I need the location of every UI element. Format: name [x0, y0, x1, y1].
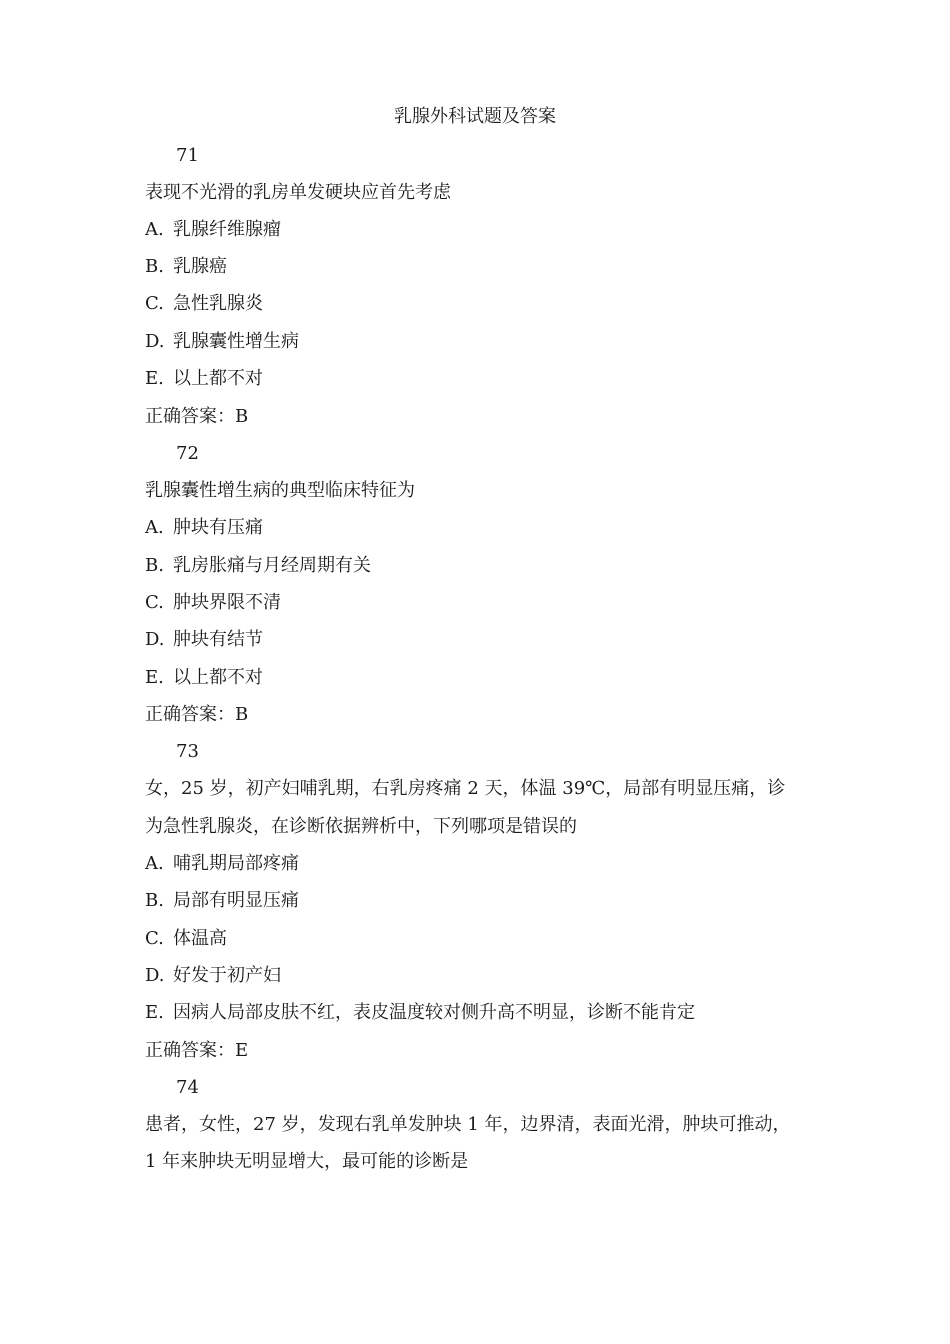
answer: 正确答案：B: [145, 406, 249, 427]
question-stem: 表现不光滑的乳房单发硬块应首先考虑: [145, 182, 451, 203]
question-stem: 女，25 岁，初产妇哺乳期，右乳房疼痛 2 天，体温 39℃，局部有明显压痛，诊: [145, 778, 786, 799]
option-letter: B.: [145, 256, 164, 277]
option-letter: E.: [145, 667, 164, 688]
option-d: [145, 627, 825, 653]
question-number: 71: [176, 145, 199, 166]
option-text: 乳腺纤维腺瘤: [173, 219, 281, 240]
option-text: 肿块有压痛: [173, 517, 263, 538]
option-letter: D.: [145, 965, 165, 986]
question-stem: 患者，女性，27 岁，发现右乳单发肿块 1 年，边界清，表面光滑，肿块可推动，: [145, 1114, 791, 1135]
option-text: 哺乳期局部疼痛: [173, 853, 299, 874]
option-letter: C.: [145, 928, 164, 949]
option-d: [145, 329, 825, 355]
option-c: [145, 590, 825, 616]
option-e: [145, 366, 825, 392]
option-text: 乳房胀痛与月经周期有关: [173, 555, 371, 576]
option-text: 急性乳腺炎: [173, 293, 263, 314]
question-stem: 乳腺囊性增生病的典型临床特征为: [145, 480, 415, 501]
question-number: 73: [176, 741, 199, 762]
option-letter: E.: [145, 1002, 164, 1023]
answer: 正确答案：B: [145, 704, 249, 725]
question-number: 72: [176, 443, 199, 464]
document-title: 乳腺外科试题及答案: [394, 106, 556, 127]
option-text: 因病人局部皮肤不红，表皮温度较对侧升高不明显，诊断不能肯定: [173, 1002, 695, 1023]
option-letter: A.: [145, 853, 164, 874]
option-text: 肿块界限不清: [173, 592, 281, 613]
option-text: 肿块有结节: [173, 629, 263, 650]
option-letter: A.: [145, 517, 164, 538]
option-letter: A.: [145, 219, 164, 240]
option-text: 以上都不对: [173, 667, 263, 688]
option-letter: D.: [145, 629, 165, 650]
question-stem: 为急性乳腺炎，在诊断依据辨析中，下列哪项是错误的: [145, 816, 577, 837]
option-a: [145, 217, 825, 243]
option-a: [145, 515, 825, 541]
option-text: 局部有明显压痛: [173, 890, 299, 911]
option-c: [145, 926, 825, 952]
option-text: 以上都不对: [173, 368, 263, 389]
option-b: [145, 553, 825, 579]
option-letter: B.: [145, 555, 164, 576]
option-d: [145, 963, 825, 989]
question-stem: 1 年来肿块无明显增大，最可能的诊断是: [145, 1151, 469, 1172]
option-text: 乳腺癌: [173, 256, 227, 277]
option-letter: B.: [145, 890, 164, 911]
option-text: 体温高: [173, 928, 227, 949]
option-letter: E.: [145, 368, 164, 389]
option-letter: C.: [145, 293, 164, 314]
answer: 正确答案：E: [145, 1040, 249, 1061]
option-b: [145, 254, 825, 280]
option-text: 好发于初产妇: [173, 965, 281, 986]
option-e: [145, 665, 825, 691]
question-number: 74: [176, 1077, 199, 1098]
option-letter: C.: [145, 592, 164, 613]
option-e: [145, 1000, 825, 1026]
option-a: [145, 851, 825, 877]
option-text: 乳腺囊性增生病: [173, 331, 299, 352]
option-c: [145, 291, 825, 317]
option-letter: D.: [145, 331, 165, 352]
option-b: [145, 888, 825, 914]
